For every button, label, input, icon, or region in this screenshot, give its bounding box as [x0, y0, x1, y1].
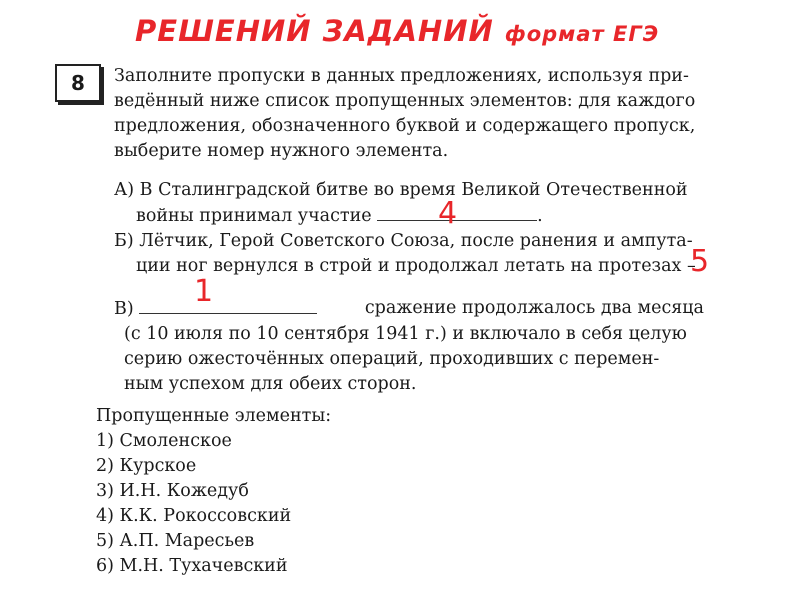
answer-b: 5 [690, 244, 710, 279]
answer-a: 4 [438, 196, 458, 231]
task-instruction [114, 64, 704, 164]
task-number-box [55, 64, 101, 102]
answer-v: 1 [194, 274, 214, 309]
sentence-a-line1: А) В Сталинградской битве во время Великой Отечественной [114, 180, 688, 200]
sentence-b-line1: Б) Лётчик, Герой Советского Союза, после ранения и ампута- [114, 231, 693, 251]
sentence-a-line2-end: . [537, 206, 543, 226]
blank-a [377, 203, 537, 221]
sentence-v-line1-rest: сражение продолжалось два месяца [364, 298, 704, 318]
option-item: 1) Смоленское [96, 431, 232, 451]
option-item: 3) И.Н. Кожедуб [96, 481, 249, 501]
sentence-a-line2 [114, 203, 704, 229]
header-title-main: РЕШЕНИЙ ЗАДАНИЙ [135, 14, 494, 48]
instruction-line: ведённый ниже список пропущенных элементов: для каждого [114, 91, 696, 111]
options-list [96, 404, 496, 579]
sentence-v [114, 296, 704, 397]
sentences-a-b [114, 178, 704, 279]
sentence-v-line3: серию ожесточённых операций, проходивших с перемен- [124, 349, 660, 369]
sentence-a-line2-start: войны принимал участие [136, 206, 378, 226]
blank-v [139, 296, 317, 314]
instruction-line: предложения, обозначенного буквой и содержащего пропуск, [114, 116, 696, 136]
sentence-v-label: В) [114, 299, 134, 319]
instruction-line: выберите номер нужного элемента. [114, 141, 449, 161]
option-item: 2) Курское [96, 456, 197, 476]
instruction-line: Заполните пропуски в данных предложениях, используя при- [114, 66, 689, 86]
sentence-v-line4: ным успехом для обеих сторон. [124, 374, 417, 394]
sentence-b-line2: ции ног вернулся в строй и продолжал летать на протезах – [136, 256, 696, 276]
option-item: 5) А.П. Маресьев [96, 531, 255, 551]
header-title-suffix: формат ЕГЭ [504, 22, 660, 46]
options-heading: Пропущенные элементы: [96, 406, 332, 426]
task-number: 8 [71, 71, 85, 95]
option-item: 6) М.Н. Тухачевский [96, 556, 288, 576]
page-header [135, 14, 659, 48]
option-item: 4) К.К. Рокоссовский [96, 506, 292, 526]
sentence-v-line2: (с 10 июля по 10 сентября 1941 г.) и включало в себя целую [124, 324, 687, 344]
